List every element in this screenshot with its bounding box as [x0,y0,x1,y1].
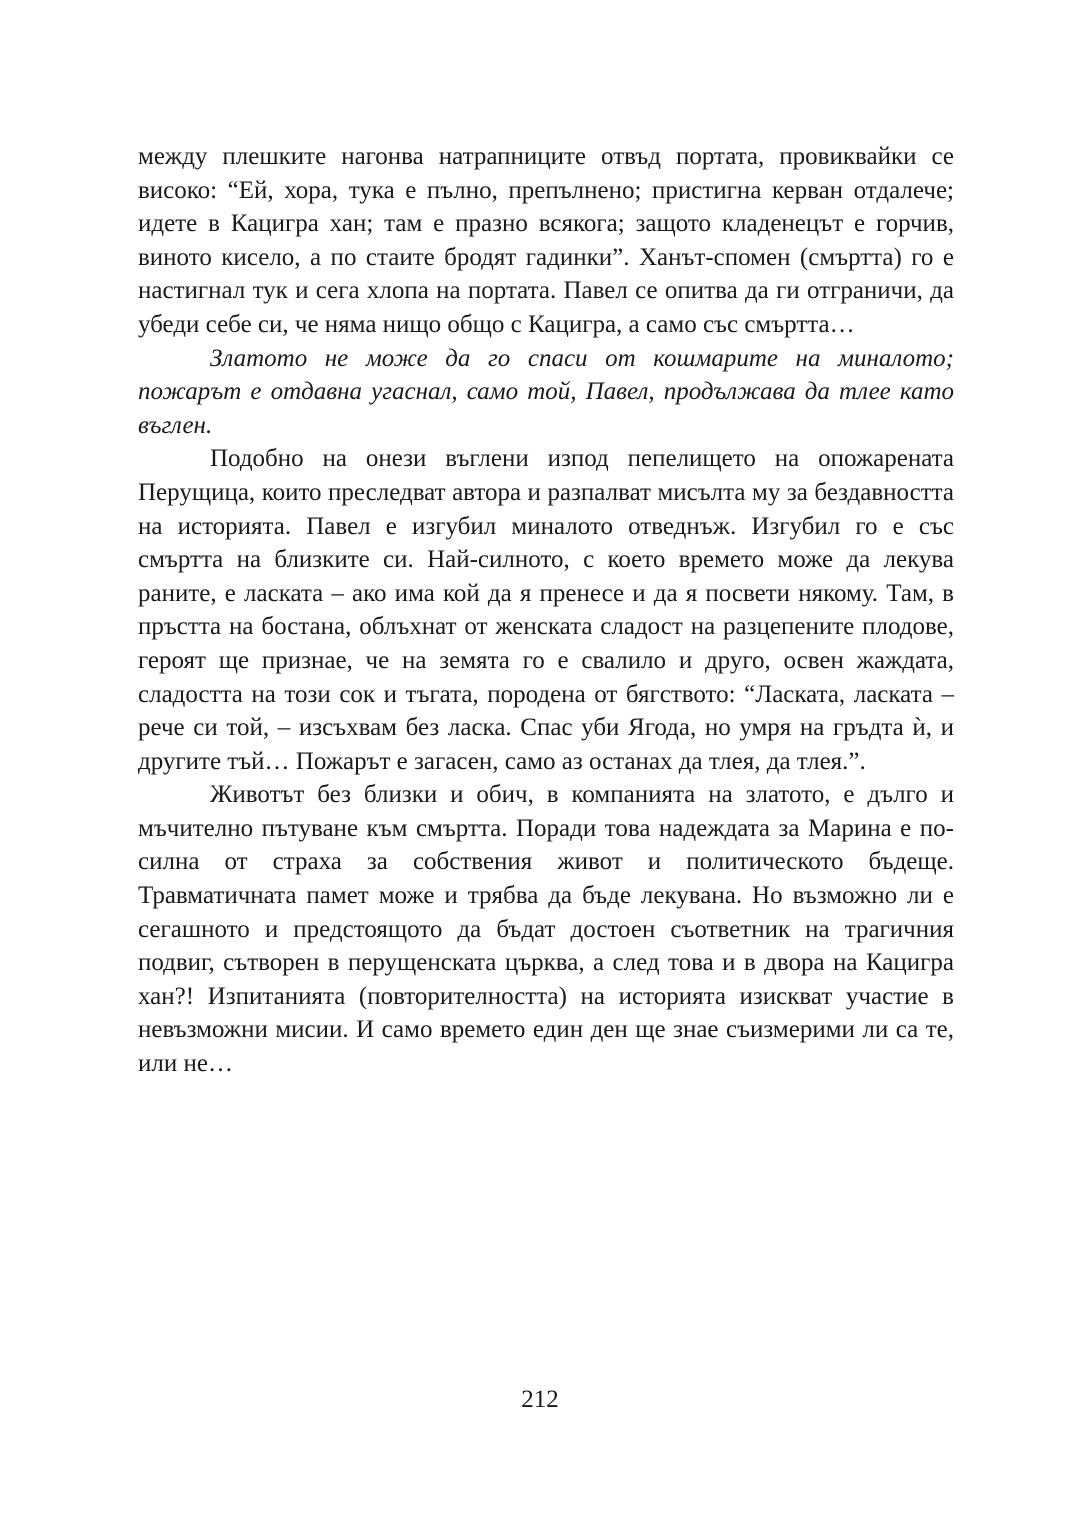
page-body [138,140,954,1081]
paragraph-italic-quote: Златото не може да го спаси от кошмарите на миналото; пожарът е отдавна угаснал, само той, Павел, продължава да тлее като въглен. [138,344,954,439]
paragraph-life-without-love: Животът без близки и обич, в компанията на златото, е дълго и мъчително пътуване към смъртта. Поради това надеждата за Марина е по-силна от страха за собствения живот и политическото бъдеще. Травматичната памет може и трябва да бъде лекувана. Но възможно ли е сегашното и предстоящото да бъдат достоен съответник на трагичния подвиг, сътворен в перущенската църква, а след това и в двора на Кацигра хан?! Изпитанията (повторителността) на историята изискват участие в невъзможни мисии. И само времето един ден ще знае съизмерими ли са те, или не… [138,781,954,1078]
paragraph-continuation: между плешките нагонва натрапниците отвъд портата, провиквайки се високо: “Ей, хора, тука е пълно, препълнено; пристигна керван отдалече; идете в Кацигра хан; там е празно всякога; защото кладенецът е горчив, виното кисело, а по стаите бродят гадинки”. Ханът-спомен (смъртта) го е настигнал тук и сега хлопа на портата. Павел се опитва да ги отграничи, да убеди себе си, че няма нищо общо с Кацигра, а само със смъртта… [138,143,954,338]
paragraph-perushtitsa: Подобно на онези въглени изпод пепелището на опожарената Перущица, които преследват автора и разпалват мисълта му за бездавността на историята. Павел е изгубил миналото отведнъж. Изгубил го е със смъртта на близките си. Най-силното, с което времето може да лекува раните, е ласката – ако има кой да я пренесе и да я посвети някому. Там, в пръстта на бостана, облъхнат от женската сладост на разцепените плодове, героят ще признае, че на земята го е свалило и друго, освен жаждата, сладостта на този сок и тъгата, породена от бягството: “Ласката, ласката – рече си той, – изсъхвам без ласка. Спас уби Ягода, но умря на гръдта ѝ, и другите тъй… Пожарът е загасен, само аз останах да тлея, да тлея.”. [138,445,954,775]
page-number: 212 [521,1386,559,1413]
